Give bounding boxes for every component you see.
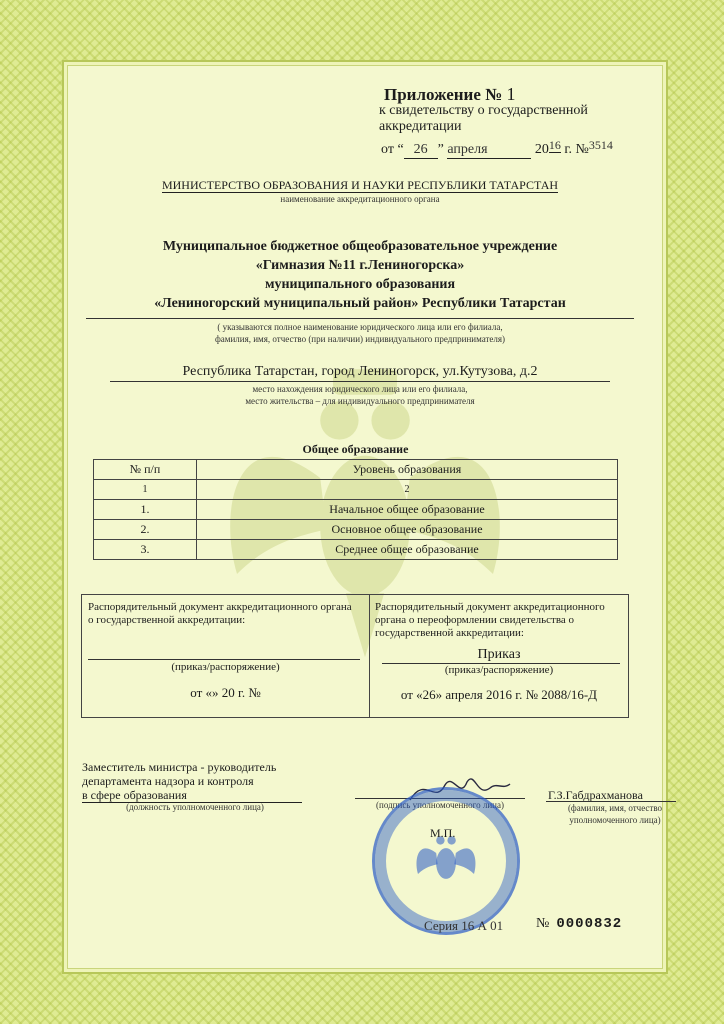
signatory-position: Заместитель министра - руководитель департамента надзора и контроля в сфере образования bbox=[82, 760, 302, 803]
table-header-row bbox=[94, 460, 618, 480]
organization-address: Республика Татарстан, город Лениногорск, ул.Кутузова, д.2 bbox=[182, 364, 538, 379]
left-doc-caption: (приказ/распоряжение) bbox=[171, 661, 280, 673]
organization-caption: ( указываются полное наименование юридического лица или его филиала, фамилия, имя, отчество (при наличии) индивидуального предпринимателя) bbox=[214, 322, 506, 344]
appendix-line1: к свидетельству о государственной bbox=[379, 103, 588, 118]
right-doc-heading: Распорядительный документ аккредитационного органа о переоформлении свидетельства о государственной аккредитации: bbox=[375, 601, 605, 639]
appendix-line2: аккредитации bbox=[379, 119, 462, 134]
table-section-row bbox=[94, 440, 618, 460]
signatory-name: Г.З.Габдрахманова bbox=[548, 788, 643, 802]
table-row: 2. Основное общее образование bbox=[94, 520, 618, 540]
left-doc-heading: Распорядительный документ аккредитационного органа о государственной аккредитации: bbox=[88, 601, 352, 626]
appendix-date-line: от “ 26 ” апреля 2016 г. №3514 bbox=[381, 138, 613, 157]
ministry-caption: наименование аккредитационного органа bbox=[280, 194, 440, 204]
ministry-name: МИНИСТЕРСТВО ОБРАЗОВАНИЯ И НАУКИ РЕСПУБЛИКИ ТАТАРСТАН bbox=[161, 178, 559, 192]
organization-underline bbox=[86, 318, 634, 319]
form-series: Серия 16 А 01 bbox=[424, 918, 504, 933]
official-stamp bbox=[372, 787, 520, 935]
table-numbering-row: 1 2 bbox=[94, 480, 618, 500]
name-caption: (фамилия, имя, отчество уполномоченного лица) bbox=[567, 803, 663, 825]
left-doc-date: от «» 20 г. № bbox=[190, 685, 261, 700]
education-levels-table bbox=[93, 440, 618, 560]
administrative-documents-box bbox=[81, 594, 629, 718]
address-underline bbox=[110, 381, 610, 382]
stamp-place-label: М.П. bbox=[430, 826, 456, 840]
table-section-title: Общее образование bbox=[94, 440, 618, 460]
appendix-day: 26 bbox=[404, 142, 438, 159]
signature-caption: (подпись уполномоченного лица) bbox=[376, 800, 504, 810]
appendix-cert-number: 3514 bbox=[588, 138, 613, 152]
address-caption: место нахождения юридического лица или его филиала, место жительства – для индивидуального предпринимателя bbox=[245, 384, 475, 406]
form-number: № 0000832 bbox=[536, 916, 623, 932]
column-header-level: Уровень образования bbox=[197, 460, 618, 480]
appendix-title: Приложение № 1 bbox=[384, 84, 516, 104]
position-caption: (должность уполномоченного лица) bbox=[126, 802, 264, 812]
appendix-month: апреля bbox=[447, 142, 531, 159]
right-doc-caption: (приказ/распоряжение) bbox=[444, 664, 554, 676]
right-doc-type: Приказ bbox=[477, 647, 521, 662]
right-doc-date: от «26» апреля 2016 г. № 2088/16-Д bbox=[400, 687, 598, 702]
organization-name: Муниципальное бюджетное общеобразовательное учреждение «Гимназия №11 г.Лениногорска» муниципального образования «Лениногорский муниципальный район» Республики Татарстан bbox=[154, 239, 566, 311]
table-row: 3. Среднее общее образование bbox=[94, 540, 618, 560]
column-header-number: № п/п bbox=[94, 460, 197, 480]
appendix-year: 16 bbox=[548, 138, 561, 152]
table-row: 1. Начальное общее образование bbox=[94, 500, 618, 520]
